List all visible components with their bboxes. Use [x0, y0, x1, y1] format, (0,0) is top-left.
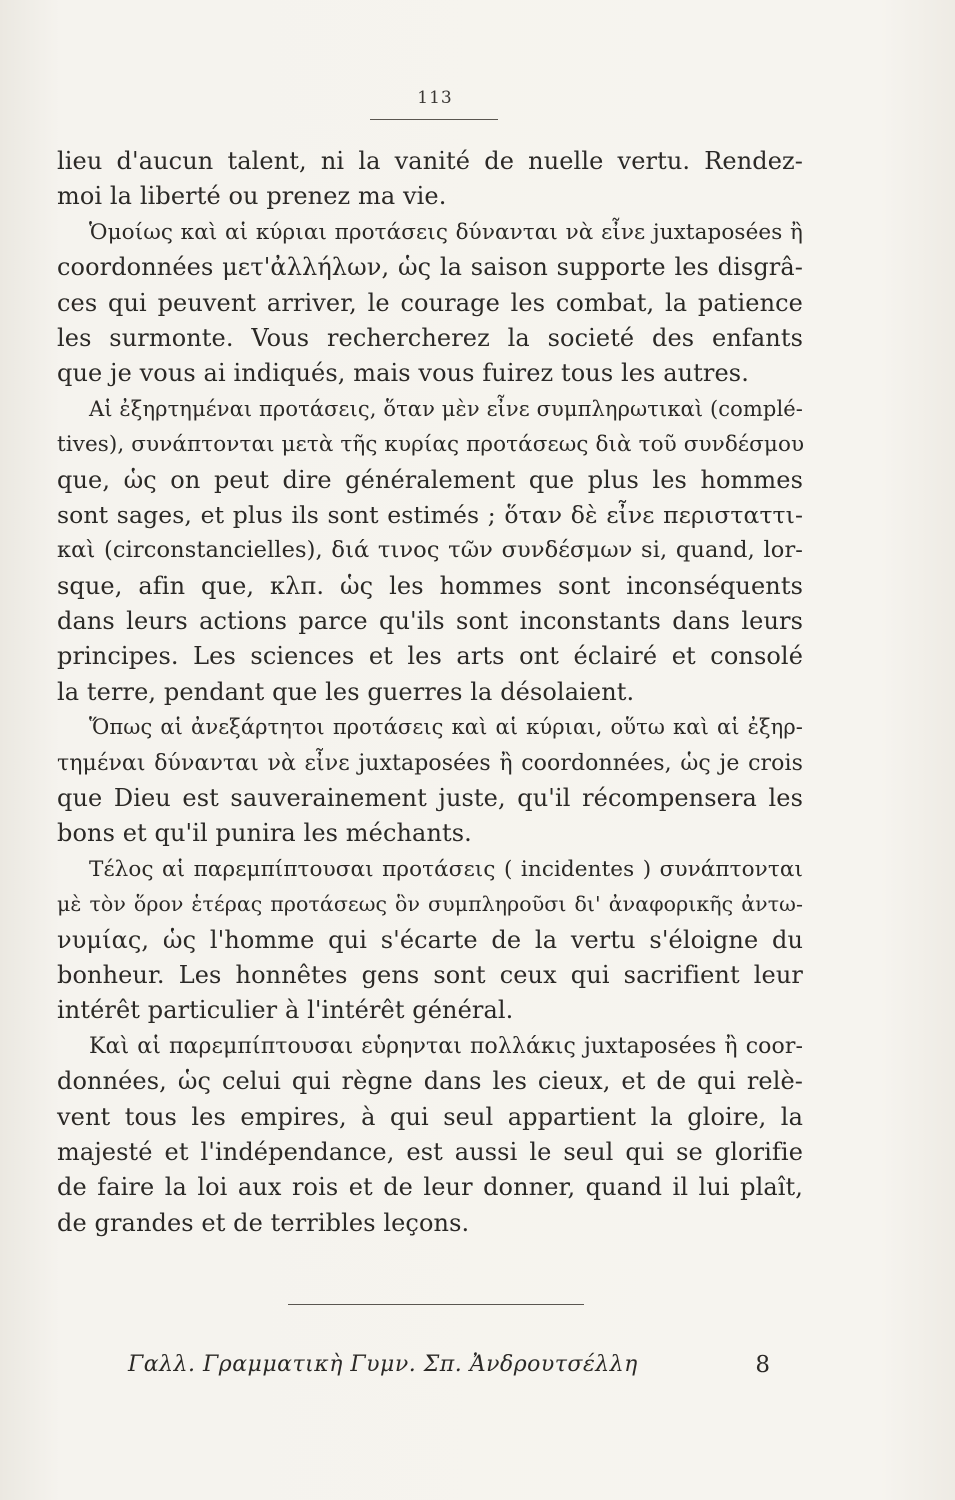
text-line: que je vous ai indiqués, mais vous fuirez tous les autres.: [57, 359, 749, 388]
text-line: la terre, pendant que les guerres la désolaient.: [57, 677, 635, 706]
text-line: lieu d'aucun talent, ni la vanité de nuelle vertu. Rendez-: [57, 147, 803, 175]
text-line: que Dieu est sauverainement juste, qu'il récompensera les: [57, 784, 803, 813]
page-number: 113: [417, 88, 453, 108]
text-line: données, ὡς celui qui règne dans les cieux, et de qui relè-: [57, 1067, 803, 1096]
text-line: de faire la loi aux rois et de leur donner, quand il lui plaît,: [57, 1173, 803, 1202]
text-line: majesté et l'indépendance, est aussi le seul qui se glorifie: [57, 1137, 803, 1166]
footer-book-title: Γαλλ. Γραμματικὴ Γυμν. Σπ. Ἀνδρουτσέλλη: [128, 1352, 638, 1377]
text-line: Ὁμοίως καὶ αἱ κύριαι προτάσεις δύνανται νὰ εἶνε juxtaposées ἢ: [89, 219, 803, 245]
footer-rule: [288, 1304, 584, 1305]
text-line: Καὶ αἱ παρεμπίπτουσαι εὑρηνται πολλάκις juxtaposées ἢ coor-: [89, 1033, 803, 1059]
text-line: intérêt particulier à l'intérêt général.: [57, 996, 514, 1025]
text-line: tives), συνάπτονται μετὰ τῆς κυρίας προτάσεως διὰ τοῦ συνδέσμου: [57, 432, 805, 458]
text-line: καὶ (circonstancielles), διά τινος τῶν συνδέσμων si, quand, lor-: [57, 537, 803, 564]
text-line: bonheur. Les honnêtes gens sont ceux qui sacrifient leur: [57, 960, 803, 989]
body-text: [57, 144, 803, 1241]
text-line: moi la liberté ou prenez ma vie.: [57, 182, 447, 211]
header-rule: [370, 119, 498, 120]
text-line: Αἱ ἐξηρτημέναι προτάσεις, ὅταν μὲν εἶνε συμπληρωτικαὶ (complé-: [89, 396, 803, 421]
text-line: que, ὡς on peut dire généralement que plus les hommes: [57, 465, 803, 494]
text-line: νυμίας, ὡς l'homme qui s'écarte de la vertu s'éloigne du: [57, 925, 803, 954]
text-line: τημέναι δύνανται νὰ εἶνε juxtaposées ἢ coordonnées, ὡς je crois: [57, 750, 803, 776]
text-line: coordonnées μετ'ἀλλήλων, ὡς la saison supporte les disgrâ-: [57, 253, 803, 282]
text-line: principes. Les sciences et les arts ont éclairé et consolé: [57, 642, 803, 671]
text-line: Ὅπως αἱ ἀνεξάρτητοι προτάσεις καὶ αἱ κύριαι, οὕτω καὶ αἱ ἐξηρ-: [89, 715, 803, 740]
text-line: dans leurs actions parce qu'ils sont inconstants dans leurs: [57, 607, 803, 636]
page-footer: [128, 1345, 770, 1385]
text-line: sont sages, et plus ils sont estimés ; ὅταν δὲ εἶνε περισταττι-: [57, 500, 803, 529]
footer-signature-mark: 8: [755, 1352, 770, 1378]
text-line: Τέλος αἱ παρεμπίπτουσαι προτάσεις ( incidentes ) συνάπτονται: [89, 856, 803, 882]
text-line: vent tous les empires, à qui seul appartient la gloire, la: [57, 1102, 803, 1131]
text-line: μὲ τὸν ὅρον ἑτέρας προτάσεως ὃν συμπληροῦσι δι' ἀναφορικῆς ἀντω-: [57, 892, 803, 917]
text-line: les surmonte. Vous rechercherez la societé des enfants: [57, 323, 803, 352]
text-line: sque, afin que, κλπ. ὡς les hommes sont inconséquents: [57, 571, 803, 600]
text-line: de grandes et de terribles leçons.: [57, 1208, 470, 1237]
text-line: ces qui peuvent arriver, le courage les combat, la patience: [57, 288, 803, 317]
text-line: bons et qu'il punira les méchants.: [57, 819, 472, 848]
